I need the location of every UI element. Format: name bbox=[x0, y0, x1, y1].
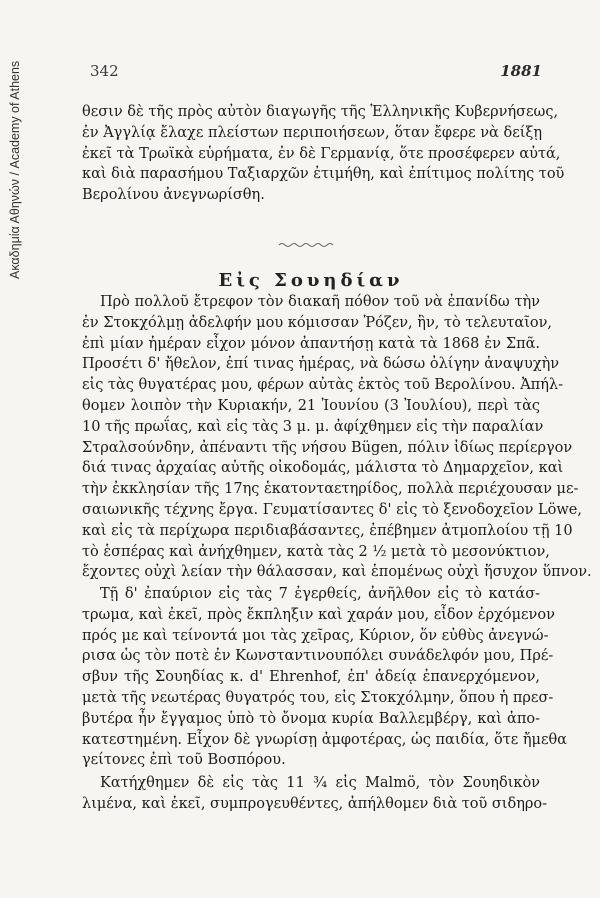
paragraph-3 bbox=[82, 584, 567, 771]
text-line: Στραλσούνδην, ἀπέναντι τῆς νήσου Bügen, πόλιν ἰδίως περίεργον bbox=[82, 439, 573, 456]
text-line: θεσιν δὲ τῆς πρὸς αὐτὸν διαγωγῆς τῆς Ἑλληνικῆς Κυβερνήσεως, bbox=[82, 104, 559, 120]
text-line: λιμένα, καὶ ἐκεῖ, συμπρογευθέντες, ἀπήλθομεν διὰ τοῦ σιδηρο- bbox=[82, 795, 548, 812]
text-line: Τῇ δ' ἐπαύριον εἰς τὰς 7 ἐγερθείς, ἀνῆλθον εἰς τὸ κατάσ- bbox=[100, 586, 540, 602]
section-divider-ornament bbox=[278, 242, 334, 248]
text-line: Προσέτι δ' ἤθελον, ἐπί τινας ἡμέρας, νὰ δώσω ὀλίγην ἀναψυχὴν bbox=[82, 356, 560, 373]
section-title: Εἰς Σουηδίαν bbox=[218, 270, 404, 291]
text-line: τρωμα, καὶ ἐκεῖ, πρὸς ἔκπληξιν καὶ χαράν μου, εἶδον ἐρχόμενον bbox=[82, 606, 555, 623]
text-line: κατεστημένη. Εἶχον δὲ γνωρίσῃ ἀμφοτέρας, ὡς παιδία, ὅτε ἤμεθα bbox=[82, 731, 567, 748]
text-line: ἐκεῖ τὰ Τρωϊκὰ εὑρήματα, ἐν δὲ Γερμανίᾳ, ὅτε προσέφερεν αὐτά, bbox=[82, 145, 561, 162]
text-line: 10 τῆς πρωΐας, καὶ εἰς τὰς 3 μ. μ. ἀφίχθημεν εἰς τὴν παραλίαν bbox=[82, 418, 544, 435]
text-line: πρός με καὶ τείνοντά μοι τὰς χεῖρας, Κύριον, ὅν εὐθὺς ἀνεγνώ- bbox=[82, 627, 549, 644]
page-year: 1881 bbox=[500, 62, 542, 80]
text-line: ρισα ὡς τὸν ποτὲ ἐν Κωνσταντινουπόλει συνάδελφόν μου, Πρέ- bbox=[82, 648, 554, 665]
text-line: εἰς τὰς θυγατέρας μου, φέρων αὐτὰς ἐκτὸς τοῦ Βερολίνου. Ἀπήλ- bbox=[82, 377, 563, 394]
text-line: Πρὸ πολλοῦ ἔτρεφον τὸν διακαῆ πόθον τοῦ νὰ ἐπανίδω τὴν bbox=[100, 294, 540, 310]
text-line: Κατήχθημεν δὲ εἰς τὰς 11 ¾ εἰς Malmö, τὸν Σουηδικὸν bbox=[100, 775, 540, 791]
text-line: ἔχοντες οὐχὶ λείαν τὴν θάλασσαν, καὶ ἑπομένως οὐχὶ ἥσυχον ὕπνον. bbox=[82, 564, 592, 581]
page-number: 342 bbox=[90, 62, 119, 80]
archive-watermark: Ακαδημία Αθηνών / Academy of Athens bbox=[8, 60, 22, 280]
paragraph-intro bbox=[82, 102, 565, 206]
page-header bbox=[90, 62, 542, 86]
text-line: σαιωνικῆς τέχνης ἔργα. Γευματίσαντες δ' εἰς τὸ ξενοδοχεῖον Löwe, bbox=[82, 501, 583, 518]
text-line: σβυν τῆς Σουηδίας κ. d' Ehrenhof, ἐπ' ἀδείᾳ ἐπανερχόμενον, bbox=[82, 669, 540, 686]
text-line: θομεν λοιπὸν τὴν Κυριακήν, 21 Ἰουνίου (3 Ἰουλίου), περὶ τὰς bbox=[82, 397, 540, 414]
text-line: διά τινας ἀρχαίας αὐτῆς οἰκοδομάς, μάλιστα τὸ Δημαρχεῖον, καὶ bbox=[82, 460, 564, 477]
paragraph-4 bbox=[82, 773, 548, 815]
paragraph-2 bbox=[82, 292, 592, 583]
text-line: Βερολίνου ἀνεγνωρίσθη. bbox=[82, 187, 265, 204]
text-line: βυτέρα ἦν ἔγγαμος ὑπὸ τὸ ὄνομα κυρία Βαλλεμβέργ, καὶ ἀπο- bbox=[82, 710, 540, 727]
text-line: καὶ εἰς τὰ περίχωρα περιδιαβάσαντες, ἐπέβημεν ἀτμοπλοίου τῇ 10 bbox=[82, 522, 573, 539]
text-line: ἐν Στοκχόλμῃ ἀδελφήν μου κόμισσαν Ῥόζεν, ἣν, τὸ τελευταῖον, bbox=[82, 314, 553, 331]
text-line: τὴν ἐκκλησίαν τῆς 17ης ἑκατονταετηρίδος, πολλὰ περιέχουσαν με- bbox=[82, 481, 579, 498]
text-line: τὸ ἑσπέρας καὶ ἀνήχθημεν, κατὰ τὰς 2 ½ μετὰ τὸ μεσονύκτιον, bbox=[82, 543, 550, 560]
text-line: ἐπὶ μίαν ἡμέραν εἶχον μόνον ἀπαντήσῃ κατὰ τὰ 1868 ἐν Σπᾶ. bbox=[82, 335, 540, 352]
text-line: γείτονες ἐπὶ τοῦ Βοσπόρου. bbox=[82, 752, 286, 769]
text-line: μετὰ τῆς νεωτέρας θυγατρός του, εἰς Στοκχόλμην, ὅπου ἡ πρεσ- bbox=[82, 689, 554, 706]
text-line: ἐν Ἀγγλίᾳ ἔλαχε πλείστων περιποιήσεων, ὅταν ἔφερε νὰ δείξῃ bbox=[82, 124, 543, 141]
text-line: καὶ διὰ παρασήμου Ταξιαρχῶν ἐτιμήθη, καὶ ἐπίτιμος πολίτης τοῦ bbox=[82, 166, 565, 183]
